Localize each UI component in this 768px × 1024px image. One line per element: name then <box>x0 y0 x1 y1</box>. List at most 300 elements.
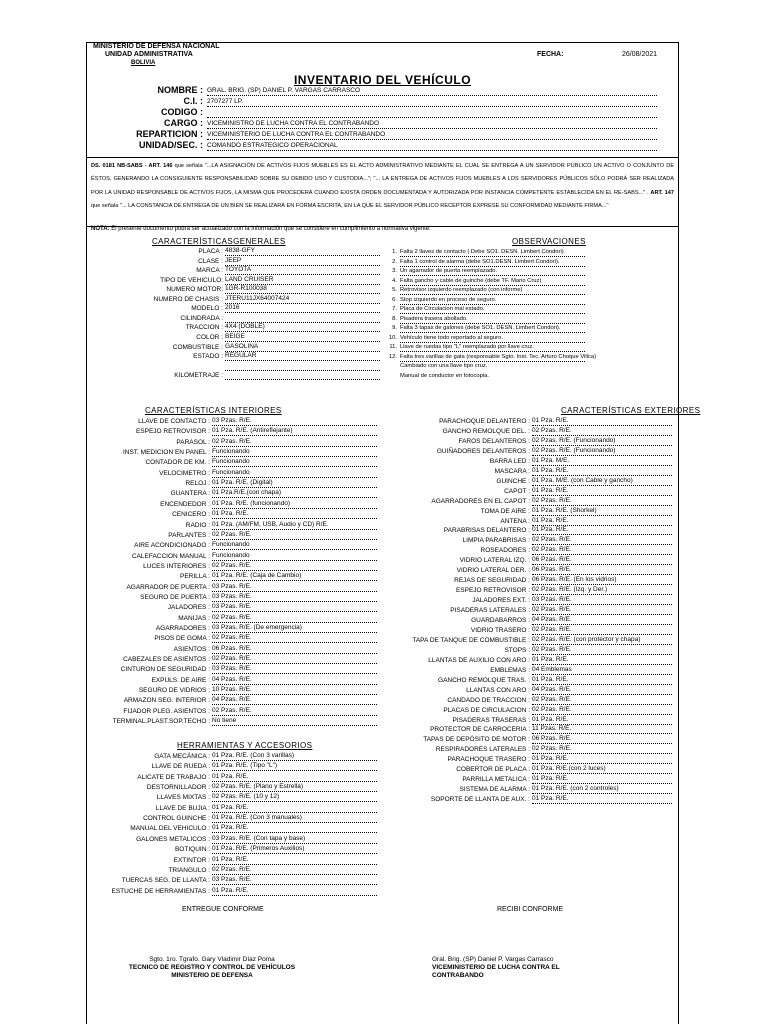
observation-note-text: Cambiado con una llave tipo cruz. <box>400 363 488 369</box>
identity-row <box>87 130 678 139</box>
identity-label: UNIDAD/SEC. : <box>138 140 203 150</box>
field-value: 01 Pza. R/E. <box>532 676 672 685</box>
field-row <box>87 773 378 782</box>
field-label: ESTUCHE DE HERRAMIENTAS : <box>111 887 210 895</box>
field-label: ANTENA : <box>500 517 530 525</box>
identity-label: NOMBRE : <box>157 85 203 95</box>
field-label: VELOCIMETRO : <box>159 469 210 477</box>
identity-label: CARGO : <box>164 118 203 128</box>
observation-item <box>385 258 590 267</box>
field-row <box>257 556 673 565</box>
field-label: RELOJ : <box>185 480 210 488</box>
signer-left-role: TECNICO DE REGISTRO Y CONTROL DE VEHÍCULOS <box>128 964 296 971</box>
identity-value: VICEMINISTERIO DE LUCHA CONTRA EL CONTRABANDO <box>207 131 657 140</box>
field-label: VIDRIO TRASERO : <box>470 626 530 634</box>
field-label: CALEFACCION MANUAL : <box>131 552 210 560</box>
field-label: CANDADO DE TRACCION : <box>447 696 530 704</box>
field-value: 02 Pzas. R/E. <box>532 646 672 655</box>
field-label: SISTEMA DE ALARMA : <box>459 786 530 794</box>
note: NOTA: El presente documento podrá ser actualizado con la información que se considere en cumplimiento a normativa vigente. <box>91 226 431 232</box>
field-label: INST. MEDICION EN PANEL : <box>122 449 210 457</box>
field-value: 01 Pza. R/E. <box>212 887 377 896</box>
field-value: 02 Pzas. R/E. <box>212 614 377 623</box>
field-value <box>225 314 380 323</box>
field-value: 06 Pzas. R/E. <box>532 556 672 565</box>
field-label: CABEZALES DE ASIENTOS : <box>123 656 210 664</box>
identity-value: GRAL. BRIG. (SP) DANIEL P. VARGAS CARRASCO <box>207 87 657 96</box>
field-label: ALICATE DE TRABAJO : <box>137 773 210 781</box>
identity-row <box>87 141 678 150</box>
observation-text: Falta 1 control de alarma (debe SO1.DESN. Limbert Condori). <box>400 258 585 267</box>
observation-item <box>385 277 590 286</box>
unit-name: UNIDAD ADMINISTRATIVA <box>105 51 193 58</box>
field-row <box>87 343 381 352</box>
field-value: 01 Pza. R/E. <box>532 526 672 535</box>
observation-item <box>385 315 590 324</box>
field-label: PROTECTOR DE CARROCERIA : <box>430 726 530 734</box>
field-value: 01 Pza. R/E. (Digital) <box>212 479 377 488</box>
field-row <box>257 666 673 675</box>
field-value: 01 Pza. R/E. (con 2 controles) <box>532 785 672 794</box>
observation-number: 12. <box>388 353 397 360</box>
field-label: NUMERO MOTOR: <box>166 286 223 294</box>
page-title: INVENTARIO DEL VEHÍCULO <box>293 73 472 87</box>
observation-text: Un agarrador de puerta reemplazado. <box>400 267 585 276</box>
signer-left-name: Sgto. 1ro. Tgrafo. Gary Vladimir Díaz Poma <box>149 956 275 963</box>
field-value: 04 Pzas. R/E. <box>532 616 672 625</box>
observation-note <box>385 372 590 381</box>
field-row <box>257 646 673 655</box>
field-label: PISADERAS TRASERAS : <box>452 716 530 724</box>
field-row <box>87 762 378 771</box>
observation-item <box>385 286 590 295</box>
field-value: 01 Pza. M/E. (con Cable y gancho) <box>532 477 672 486</box>
field-label: ENCENDEDOR : <box>160 500 210 508</box>
identity-label: CODIGO : <box>161 107 203 117</box>
field-row <box>257 735 673 744</box>
field-value: 02 Pzas. R/E. <box>532 696 672 705</box>
field-row <box>257 526 673 535</box>
field-row <box>257 457 673 466</box>
field-label: PARACHOQUE TRASERO : <box>447 756 530 764</box>
field-value: BEIGE <box>225 333 380 342</box>
field-row <box>87 323 381 332</box>
field-value: No tiene <box>212 717 377 726</box>
field-row <box>257 507 673 516</box>
field-label: TRIANGULO : <box>168 866 210 874</box>
field-value: 03 Pzas. R/E. <box>212 583 377 592</box>
field-label: PARRILLA METALICA : <box>462 776 530 784</box>
field-label: PISADERAS LATERALES : <box>450 607 530 615</box>
field-value: 02 Pzas. R/E. <box>532 546 672 555</box>
observation-item <box>385 296 590 305</box>
observation-text: Vehículo tiene todo reportado al seguro. <box>400 334 585 343</box>
observation-text: Pisadera trasera abollado. <box>400 315 585 324</box>
field-value: 02 Pzas. R/E. <box>532 706 672 715</box>
observation-number: 4. <box>392 277 397 284</box>
observation-note <box>385 362 590 371</box>
field-row <box>257 417 673 426</box>
identity-label: C.I. : <box>183 96 203 106</box>
field-value: Funcionando <box>212 469 377 478</box>
field-value: 02 Pzas. R/E. (Izq. y Der.) <box>532 586 672 595</box>
signature-right <box>432 956 612 980</box>
field-label: CILINDRADA : <box>180 314 223 322</box>
field-row <box>87 856 378 865</box>
field-label: MANIJAS : <box>178 614 210 622</box>
field-value: 02 Pzas. R/E. <box>532 606 672 615</box>
observation-text: Retrovisor izquierdo reemplazado (con informe) <box>400 286 585 295</box>
field-row <box>257 447 673 456</box>
field-value: Funcionando <box>212 541 377 550</box>
field-value: 03 Pzas. R/E. <box>212 603 377 612</box>
observation-number: 3. <box>392 268 397 274</box>
field-value: REGULAR <box>225 352 380 361</box>
identity-row <box>87 97 678 106</box>
field-value: 01 Pza.R/E.(con chapa) <box>212 489 377 498</box>
field-label: LLANTAS DE AUXILIO CON ARO : <box>428 656 530 664</box>
identity-row <box>87 108 678 117</box>
field-label: CINTURON DE SEGURIDAD : <box>120 666 210 674</box>
signer-right-name: Gral. Brig. (SP) Daniel P. Vargas Carrasco <box>432 956 554 963</box>
field-label: GANCHO REMOLQUE TRAS. : <box>438 676 530 684</box>
field-value: 04 Pzas. R/E. <box>212 696 377 705</box>
field-value: TOYOTA <box>225 266 380 275</box>
observation-text: Falta gancho y cable de guinche (debe TF. Mario Cruz) <box>400 277 585 286</box>
field-value: 03 Pzas. R/E. <box>532 596 672 605</box>
header-institution <box>93 43 220 67</box>
exterior-title: CARACTERÍSTICAS EXTERIORES <box>561 406 701 415</box>
field-row <box>257 686 673 695</box>
field-label: REJAS DE SEGURIDAD : <box>454 577 530 585</box>
date-label: FECHA: <box>537 51 564 58</box>
field-value: LAND CRUISER <box>225 276 380 285</box>
field-label: GUIÑADORES DELANTEROS : <box>436 447 530 455</box>
field-value: 01 Pza. R/E. <box>212 856 377 865</box>
field-row <box>87 793 378 802</box>
field-label: FIJADOR PLEG. ASIENTOS : <box>123 707 210 715</box>
field-value: 03 Pzas. R/E. (Con tapa y base) <box>212 835 377 844</box>
field-value: 01 Pza. R/E. <box>532 656 672 665</box>
field-row <box>257 576 673 585</box>
field-value: 04 Pzas. R/E. <box>532 686 672 695</box>
field-label: ESPEJO RETROVISOR : <box>135 428 210 436</box>
field-value: 1GR-R100038 <box>225 285 380 294</box>
field-label: COMBUSTIBLE : <box>172 343 223 351</box>
field-label: ESTADO : <box>193 353 223 361</box>
field-label: JALADORES : <box>167 604 210 612</box>
field-value: 06 Pzas. R/E. <box>212 645 377 654</box>
field-value: 01 Pza. R/E. <box>532 467 672 476</box>
field-value: 01 Pza. R/E. <box>212 824 377 833</box>
identity-value <box>207 109 657 118</box>
field-label: TUERCAS SEG. DE LLANTA : <box>121 877 210 885</box>
field-label: TAPAS DE DEPÓSITO DE MOTOR : <box>423 736 530 744</box>
field-value: 01 Pza. R/E. (Con 3 manuales) <box>212 814 377 823</box>
field-row <box>87 247 381 256</box>
field-label: AGARRADORES : <box>155 625 210 632</box>
field-row <box>87 266 381 275</box>
field-label: MASCARA : <box>494 467 530 475</box>
field-label: VIDRIO LATERAL DER. : <box>456 567 530 575</box>
field-label: PARACHOQUE DELANTERO : <box>439 418 530 425</box>
observation-text: Falta 2 llaves de contacto ( Debe SO1. DESN. Limbert Condori) <box>400 248 585 257</box>
general-title: CARACTERÍSTICASGENERALES <box>152 237 286 246</box>
field-row <box>87 845 378 854</box>
identity-row <box>87 119 678 128</box>
observation-text: Stop izquierdo en proceso de seguro. <box>400 296 585 305</box>
field-value: 03 Pzas. R/E. <box>212 417 377 426</box>
field-value: 2016 <box>225 304 380 313</box>
field-value: 01 Pza. R/E. <box>532 795 672 804</box>
field-label: GUARDABARROS : <box>471 617 530 624</box>
field-label: CLASE : <box>198 257 223 265</box>
observation-number: 9. <box>392 325 397 331</box>
field-label: TERMINAL.PLAST.SOP.TECHO : <box>112 718 210 726</box>
field-value: 01 Pza. R/E. <box>212 773 377 782</box>
field-label: ROSEADORES : <box>480 547 530 555</box>
field-value: JEEP <box>225 257 380 266</box>
field-row <box>87 887 378 896</box>
field-row <box>257 626 673 635</box>
field-row <box>257 586 673 595</box>
field-label: BARRA LED : <box>489 457 530 465</box>
observation-item <box>385 248 590 257</box>
field-value: 06 Pzas. R/E. <box>532 735 672 744</box>
field-row <box>257 696 673 705</box>
receive-label: RECIBI CONFORME <box>497 906 564 913</box>
observations-title: OBSERVACIONES <box>512 237 586 246</box>
field-value: 02 Pzas. R/E. (Funcionando) <box>532 437 672 446</box>
field-value: 10 Pzas. R/E. <box>212 686 377 695</box>
field-value: 02 Pzas. R/E. (con protector y chapa) <box>532 636 672 645</box>
observation-item <box>385 343 590 352</box>
observation-item <box>385 334 590 343</box>
field-row <box>87 362 381 371</box>
field-value: 01 Pza. R/E. <box>532 775 672 784</box>
field-label: RESPIRADORES LATERALES : <box>435 746 530 754</box>
field-label: TAPA DE TANQUE DE COMBUSTIBLE : <box>412 636 530 644</box>
observation-number: 2. <box>392 258 397 265</box>
field-row <box>87 276 381 285</box>
field-label: LLAVE DE RUEDA : <box>151 763 210 771</box>
field-label: AGARRADOR DE PUERTA : <box>126 583 210 591</box>
observation-item <box>385 305 590 314</box>
field-label: KILOMETRAJE : <box>174 372 223 380</box>
field-row <box>87 752 378 761</box>
field-label: CONTROL GUINCHE : <box>143 815 210 823</box>
field-row <box>257 676 673 685</box>
tools-title: HERRAMIENTAS Y ACCESORIOS <box>177 741 313 750</box>
field-value: 01 Pza. R/E. (Caja de Cambio) <box>212 572 377 581</box>
field-row <box>257 606 673 615</box>
field-value: 01 Pza. R/E. (Primeros Auxilios) <box>212 845 377 854</box>
field-row <box>257 477 673 486</box>
field-value: 02 Pzas. R/E. <box>532 626 672 635</box>
field-row <box>257 566 673 575</box>
identity-row <box>87 86 678 95</box>
field-value: 01 Pza. R/E. (funcionando) <box>212 500 377 509</box>
field-row <box>257 716 673 725</box>
field-label: COBERTOR DE PLACA : <box>456 766 530 774</box>
observation-number: 11. <box>389 344 397 350</box>
field-label: TRACCION : <box>185 324 223 332</box>
field-label: GUANTERA : <box>170 490 210 498</box>
field-label: STOPS : <box>504 646 530 654</box>
identity-label: REPARTICION : <box>136 129 203 139</box>
field-value: 01 Pza. R/E. <box>532 755 672 764</box>
field-value: 01 Pza. R/E. (Con 3 varillas) <box>212 752 377 761</box>
field-label: LLAVE DE CONTACTO : <box>138 418 210 425</box>
field-value: 11 Pzas. R/E. <box>532 725 672 734</box>
field-value: 02 Pzas. R/E. <box>212 655 377 664</box>
field-label: EMBLEMAS : <box>490 666 530 674</box>
field-row <box>87 295 381 304</box>
field-row <box>87 352 381 361</box>
field-value <box>225 362 380 371</box>
field-value: 06 Pzas. R/E. <box>532 566 672 575</box>
field-row <box>257 636 673 645</box>
field-value: GASOLINA <box>225 343 380 352</box>
field-value: 02 Pzas. R/E. (Plano y Estrella) <box>212 783 377 792</box>
field-row <box>257 536 673 545</box>
field-value: Funcionando <box>212 448 377 457</box>
field-label: FAROS DELANTEROS : <box>458 437 530 445</box>
field-label: VIDRIO LATERAL IZQ. : <box>459 557 530 565</box>
field-label: MARCA : <box>196 267 223 275</box>
field-label: SEGURO DE PUERTA : <box>140 593 210 601</box>
field-label: EXPULS. DE AIRE : <box>151 676 210 684</box>
field-row <box>257 427 673 436</box>
field-label: SEGURO DE VIDRIOS : <box>138 687 210 695</box>
field-value: 01 Pza. (AM/FM, USB, Audio y CD) R/E. <box>212 521 377 530</box>
field-label: CONTADOR DE KM. : <box>145 459 210 467</box>
field-label: NUMERO DE CHASIS : <box>153 295 223 303</box>
field-value: 02 Pzas. R/E. <box>212 531 377 540</box>
legal-text: DS. 0181 NB-SABS - ART. 146 que señala "...LA ASIGNACIÓN DE ACTIVOS FIJOS MUEBLES ES EL ACTO ADMINISTRATIVO MEDIANTE EL CUAL SE ENTREGA A UN SERVIDOR PÚBLICO UN ACTIVO O CONJUNTO DE ÉSTOS, GENERANDO LA CONSIGUIENTE RESPONSABILIDAD SOBRE SU DEBIDO USO Y CUSTODIA..."; "... LA ENTREGA DE ACTIVOS FIJOS MUEBLES A LOS SERVIDORES PÚBLICOS SÓLO PODRÁ SER REALIZADA POR LA UNIDAD RESPONSABLE DE ACTIVOS FIJOS, LA MISMA QUE PROCEDERÁ CUANDO EXISTA ORDEN DOCUMENTADA Y AUTORIZADA POR INSTANCIA COMPETENTE ESTABLECIDA EN EL RE-SABS..." . ART. 147 que señala "... LA CONSTANCIA DE ENTREGA DE UN BIEN SE REALIZARÁ EN FORMA ESCRITA, EN LA QUE EL SERVIDOR PÚBLICO RECEPTOR EXPRESE SU CONFORMIDAD MEDIANTE FIRMA..." <box>87 157 678 227</box>
field-label: PLACA : <box>198 248 223 255</box>
identity-value: VICEMINISTRO DE LUCHA CONTRA EL CONTRABANDO <box>207 120 657 129</box>
observation-number: 10. <box>388 334 397 341</box>
field-value: 01 Pza. R/E. <box>532 417 672 426</box>
field-row <box>257 656 673 665</box>
field-row <box>257 546 673 555</box>
field-label: RADIO : <box>185 521 210 529</box>
field-label: LLAVES MIXTAS : <box>156 794 210 802</box>
field-label: CENICERO : <box>172 511 210 519</box>
field-row <box>257 725 673 734</box>
identity-value: 2707277 LP. <box>207 98 657 107</box>
field-value: 03 Pzas. R/E. <box>212 593 377 602</box>
field-row <box>87 371 381 380</box>
field-label: LUCES INTERIORES : <box>143 562 210 570</box>
field-value: 04 Pzas. R/E. <box>212 676 377 685</box>
field-value: 03 Pzas. R/E. <box>212 876 377 885</box>
interior-title: CARACTERÍSTICAS INTERIORES <box>145 406 282 415</box>
field-row <box>87 814 378 823</box>
field-label: CAPOT : <box>504 487 530 495</box>
field-value: 01 Pza. R/E. <box>212 804 377 813</box>
field-value: 4X4 (DOBLE) <box>225 323 380 332</box>
field-label: ARMAZON SEG. INTERIOR : <box>123 697 210 705</box>
field-value: 01 Pza. R/E. (Tipo "L") <box>212 762 377 771</box>
field-value: 01 Pza. R/E. <box>532 716 672 725</box>
field-label: LIMPIA PARABRISAS : <box>462 537 530 545</box>
field-row <box>87 314 381 323</box>
inventory-sheet <box>86 42 701 1024</box>
field-label: TOMA DE AIRE : <box>480 507 530 515</box>
observation-item <box>385 324 590 333</box>
field-label: MANUAL DEL VEHICULO : <box>130 825 210 833</box>
field-row <box>257 467 673 476</box>
field-label: BOTIQUIN : <box>174 846 210 854</box>
field-value: 02 Pzas. R/E. (Funcionando) <box>532 447 672 456</box>
field-label: PERILLA : <box>180 573 210 581</box>
signer-left-institution: MINISTERIO DE DEFENSA <box>171 972 253 979</box>
field-value: 02 Pzas. R/E. <box>532 427 672 436</box>
field-label: EXTINTOR : <box>173 856 210 864</box>
observation-item <box>385 353 597 362</box>
field-row <box>257 596 673 605</box>
field-row <box>87 285 381 294</box>
observation-text: Placa de Circulacion mal estado. <box>400 305 585 314</box>
deliver-label: ENTREGUE CONFORME <box>182 906 264 913</box>
field-row <box>87 257 381 266</box>
field-value: 02 Pzas. R/E. <box>212 562 377 571</box>
field-label: LLAVE DE BUJIA : <box>155 804 210 812</box>
field-label: GATA MECÁNICA : <box>154 753 210 760</box>
observation-text: Falta 3 tapas de galones (debe SO1. DESN. Limbert Condori). <box>400 324 585 333</box>
field-label: LLANTAS CON ARO : <box>466 686 530 694</box>
field-row <box>87 835 378 844</box>
field-label: PLACAS DE CIRCULACION : <box>443 706 530 714</box>
field-label: PISOS DE GOMA : <box>154 635 210 643</box>
field-value: 01 Pza. R/E. (Shorkel) <box>532 507 672 516</box>
field-label: GALONES METALICOS : <box>136 835 210 843</box>
field-label: SOPORTE DE LLANTA DE AUX. : <box>430 796 530 804</box>
field-row <box>257 487 673 496</box>
observation-number: 5. <box>392 287 397 293</box>
field-value: 01 Pza. R/E. <box>532 487 672 496</box>
field-value: 01 Pza. R/E. <box>212 510 377 519</box>
field-label: PARLANTES : <box>168 531 210 539</box>
observation-number: 7. <box>392 306 397 312</box>
field-value <box>225 371 380 380</box>
observation-number: 1. <box>392 249 397 255</box>
field-label: ASIENTOS : <box>173 645 210 653</box>
country-name: BOLIVIA <box>131 60 156 66</box>
field-row <box>87 804 378 813</box>
field-value: 02 Pzas. R/E. <box>532 745 672 754</box>
field-row <box>87 876 378 885</box>
field-label: AIRE ACONDICIONADO : <box>134 542 210 550</box>
field-row <box>87 866 378 875</box>
field-label: AGARRADORES EN EL CAPOT : <box>431 497 530 505</box>
identity-value: COMANDO ESTRATEGICO OPERACIONAL <box>207 142 657 151</box>
field-label: TIPO DE VEHICULO: <box>160 276 223 284</box>
field-value: Funcionando <box>212 552 377 561</box>
field-value: 02 Pzas. R/E. <box>212 634 377 643</box>
field-value: 03 Pzas. R/E. (De emergencia) <box>212 624 377 633</box>
field-row <box>257 706 673 715</box>
field-label: JALADORES EXT. : <box>472 597 530 605</box>
field-label: GANCHO REMOLQUE DEL. : <box>442 427 530 435</box>
signer-right-institution: CONTRABANDO <box>432 972 484 979</box>
field-row <box>87 304 381 313</box>
signature-left <box>107 956 317 980</box>
field-value: 4838-GFY <box>225 247 380 256</box>
field-value: 01 Pza. M/E. <box>532 457 672 466</box>
